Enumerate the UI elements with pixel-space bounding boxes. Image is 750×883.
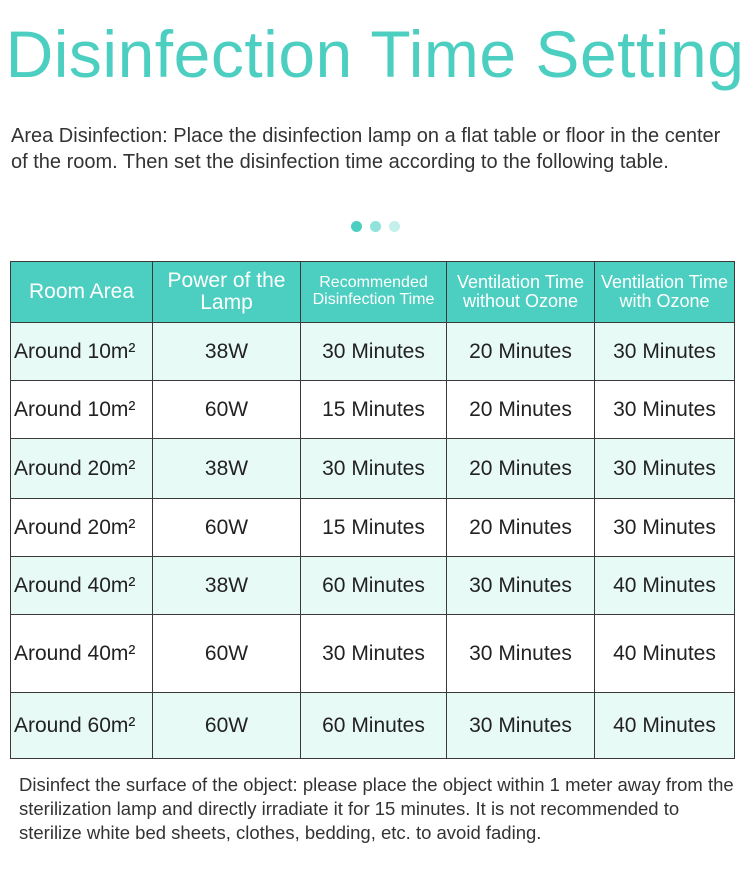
header-ventilation-without-ozone: Ventilation Time without Ozone (447, 262, 595, 323)
cell-ventilation-with-ozone: 30 Minutes (595, 381, 735, 439)
table-row (11, 693, 735, 759)
cell-lamp-power: 60W (153, 499, 301, 557)
cell-recommended-time: 30 Minutes (301, 615, 447, 693)
intro-text: Area Disinfection: Place the disinfection lamp on a flat table or floor in the center of the room. Then set the disinfection time according to the following table. (11, 125, 721, 173)
cell-recommended-time: 30 Minutes (301, 439, 447, 499)
table-row (11, 499, 735, 557)
cell-ventilation-without-ozone: 20 Minutes (447, 499, 595, 557)
cell-recommended-time: 60 Minutes (301, 693, 447, 759)
carousel-dot-3[interactable] (389, 221, 400, 232)
cell-lamp-power: 60W (153, 615, 301, 693)
disinfection-time-table (10, 261, 735, 759)
cell-room-area: Around 10m² (11, 323, 153, 381)
cell-ventilation-without-ozone: 30 Minutes (447, 693, 595, 759)
cell-room-area: Around 20m² (11, 439, 153, 499)
cell-lamp-power: 60W (153, 381, 301, 439)
cell-ventilation-without-ozone: 30 Minutes (447, 557, 595, 615)
cell-room-area: Around 40m² (11, 557, 153, 615)
cell-room-area: Around 40m² (11, 615, 153, 693)
cell-lamp-power: 38W (153, 323, 301, 381)
cell-room-area: Around 20m² (11, 499, 153, 557)
table-row (11, 557, 735, 615)
header-lamp-power: Power of the Lamp (153, 262, 301, 323)
cell-ventilation-without-ozone: 30 Minutes (447, 615, 595, 693)
table-header-row (11, 262, 735, 323)
carousel-dot-2[interactable] (370, 221, 381, 232)
cell-ventilation-with-ozone: 30 Minutes (595, 499, 735, 557)
cell-ventilation-with-ozone: 30 Minutes (595, 439, 735, 499)
cell-recommended-time: 15 Minutes (301, 381, 447, 439)
cell-lamp-power: 60W (153, 693, 301, 759)
header-room-area: Room Area (11, 262, 153, 323)
cell-ventilation-without-ozone: 20 Minutes (447, 381, 595, 439)
cell-ventilation-with-ozone: 40 Minutes (595, 693, 735, 759)
cell-recommended-time: 15 Minutes (301, 499, 447, 557)
cell-ventilation-without-ozone: 20 Minutes (447, 323, 595, 381)
cell-ventilation-without-ozone: 20 Minutes (447, 439, 595, 499)
table-row (11, 381, 735, 439)
cell-recommended-time: 30 Minutes (301, 323, 447, 381)
carousel-dot-1[interactable] (351, 221, 362, 232)
header-ventilation-with-ozone: Ventilation Time with Ozone (595, 262, 735, 323)
table-row (11, 615, 735, 693)
carousel-indicator (0, 221, 750, 232)
cell-ventilation-with-ozone: 40 Minutes (595, 557, 735, 615)
cell-lamp-power: 38W (153, 557, 301, 615)
cell-ventilation-with-ozone: 30 Minutes (595, 323, 735, 381)
cell-room-area: Around 10m² (11, 381, 153, 439)
table-row (11, 323, 735, 381)
cell-recommended-time: 60 Minutes (301, 557, 447, 615)
header-recommended-time: Recommended Disinfection Time (301, 262, 447, 323)
cell-ventilation-with-ozone: 40 Minutes (595, 615, 735, 693)
cell-room-area: Around 60m² (11, 693, 153, 759)
footer-note: Disinfect the surface of the object: please place the object within 1 meter away from the sterilization lamp and directly irradiate it for 15 minutes. It is not recommended to sterilize white bed sheets, clothes, bedding, etc. to avoid fading. (19, 774, 734, 843)
page-title: Disinfection Time Setting (5, 17, 745, 91)
table-row (11, 439, 735, 499)
cell-lamp-power: 38W (153, 439, 301, 499)
